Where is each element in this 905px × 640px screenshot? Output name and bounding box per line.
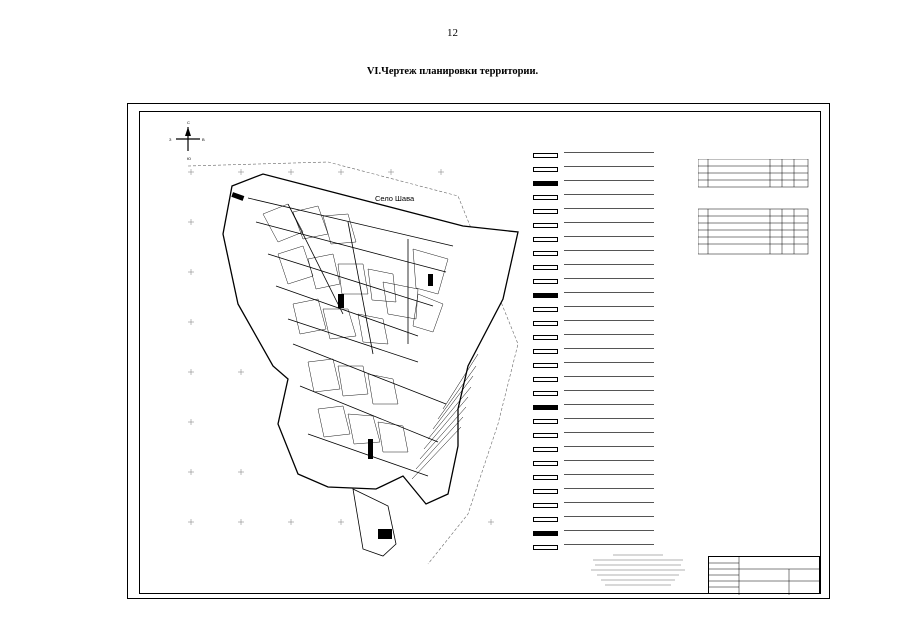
compass-south: Ю xyxy=(187,156,192,161)
approval-note xyxy=(583,552,693,592)
compass-west: З xyxy=(169,137,172,142)
title-block xyxy=(708,556,820,594)
section-title: VI.Чертеж планировки территории. xyxy=(366,66,539,77)
page-number: 12 xyxy=(447,27,458,39)
compass-icon xyxy=(169,120,205,161)
south-spur xyxy=(353,489,396,556)
summary-tables xyxy=(698,159,813,264)
drawing-sheet xyxy=(127,103,830,599)
village-label: Село Шава xyxy=(375,194,415,203)
compass-north: С xyxy=(187,120,190,125)
compass-east: В xyxy=(202,137,205,142)
